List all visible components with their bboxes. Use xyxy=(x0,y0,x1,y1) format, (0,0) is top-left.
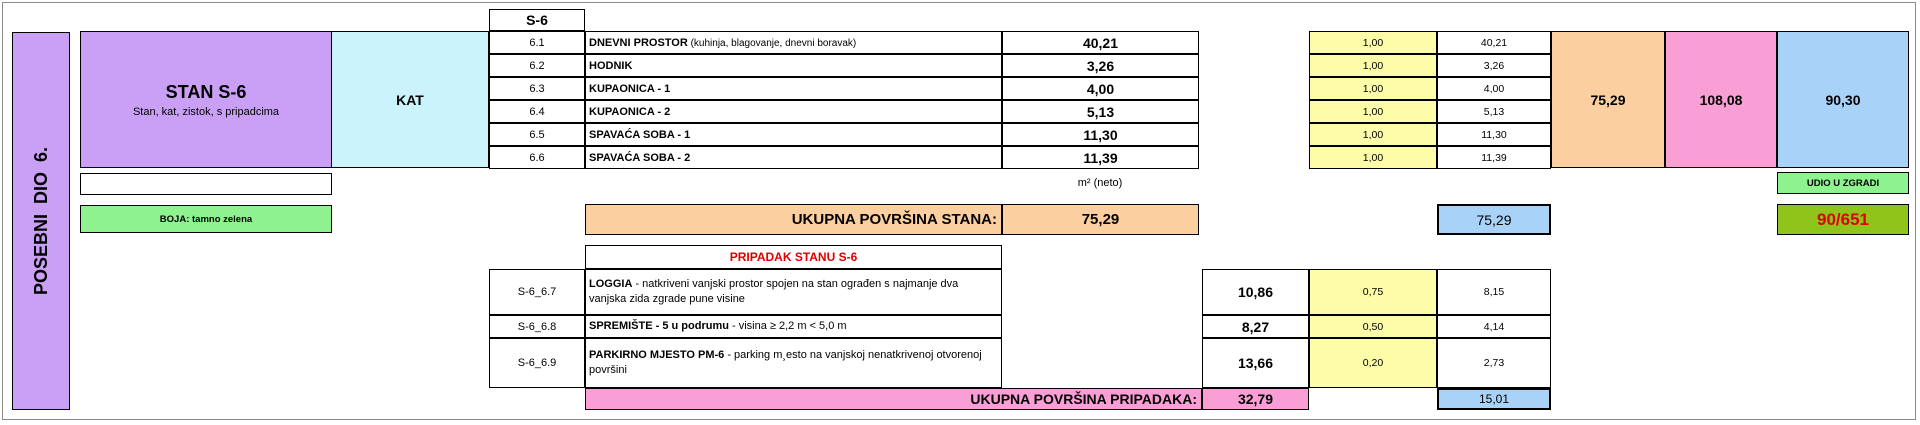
room-number: 6.6 xyxy=(489,146,585,169)
room-description xyxy=(585,146,1002,169)
room-reduced-area: 40,21 xyxy=(1437,31,1551,54)
total-blue: 90,30 xyxy=(1777,31,1909,168)
room-reduced-area: 11,39 xyxy=(1437,146,1551,169)
room-description xyxy=(585,100,1002,123)
total-app-area: 32,79 xyxy=(1202,388,1309,410)
room-reduced-area: 5,13 xyxy=(1437,100,1551,123)
area-unit-label: m² (neto) xyxy=(1077,177,1123,189)
room-coefficient: 1,00 xyxy=(1309,31,1437,54)
room-coefficient: 1,00 xyxy=(1309,146,1437,169)
room-name: SPAVAĆA SOBA - 2 xyxy=(589,151,691,164)
room-name: KUPAONICA - 2 xyxy=(589,105,671,118)
empty-field xyxy=(80,173,332,195)
appurtenance-note: - visina ≥ 2,2 m < 5,0 m xyxy=(728,320,847,332)
room-reduced-area: 4,00 xyxy=(1437,77,1551,100)
total-flat-reduced: 75,29 xyxy=(1437,204,1551,235)
appurtenance-area: 8,27 xyxy=(1202,315,1309,338)
appurtenance-reduced-area: 2,73 xyxy=(1437,338,1551,388)
room-number: 6.4 xyxy=(489,100,585,123)
room-number: 6.3 xyxy=(489,77,585,100)
total-peach: 75,29 xyxy=(1551,31,1665,168)
room-name: HODNIK xyxy=(589,59,633,72)
appurtenance-number: S-6_6.8 xyxy=(489,315,585,338)
appurtenance-name: LOGGIA xyxy=(589,278,633,290)
room-coefficient: 1,00 xyxy=(1309,123,1437,146)
room-area: 5,13 xyxy=(1002,100,1199,123)
color-label: BOJA: tamno zelena xyxy=(80,205,332,233)
appurtenance-coefficient: 0,75 xyxy=(1309,269,1437,315)
room-coefficient: 1,00 xyxy=(1309,77,1437,100)
room-name: SPAVAĆA SOBA - 1 xyxy=(589,128,691,141)
side-label: POSEBNI DIO 6. xyxy=(30,146,51,296)
appurtenance-reduced-area: 8,15 xyxy=(1437,269,1551,315)
appurtenance-coefficient: 0,20 xyxy=(1309,338,1437,388)
unit-title-box xyxy=(80,31,332,168)
room-reduced-area: 3,26 xyxy=(1437,54,1551,77)
room-area: 11,39 xyxy=(1002,146,1199,169)
room-description xyxy=(585,77,1002,100)
room-name: DNEVNI PROSTOR xyxy=(589,36,688,49)
room-description xyxy=(585,31,1002,54)
room-area: 40,21 xyxy=(1002,31,1199,54)
appurtenance-name: PARKIRNO MJESTO PM-6 xyxy=(589,349,725,361)
total-flat-label: UKUPNA POVRŠINA STANA: xyxy=(585,204,1002,235)
appurtenance-note: - parking m¸esto na vanjskoj nenatkrivenoj otvorenoj površini xyxy=(589,349,982,376)
room-area: 11,30 xyxy=(1002,123,1199,146)
room-reduced-area: 11,30 xyxy=(1437,123,1551,146)
room-area: 3,26 xyxy=(1002,54,1199,77)
appurtenance-reduced-area: 4,14 xyxy=(1437,315,1551,338)
appurtenance-note: - natkriveni vanjski prostor spojen na stan ograđen s najmanje dva vanjska zida zgrade pune visine xyxy=(589,278,959,305)
unit-floor: KAT xyxy=(332,31,489,168)
room-description xyxy=(585,123,1002,146)
room-number: 6.1 xyxy=(489,31,585,54)
appurtenance-area: 10,86 xyxy=(1202,269,1309,315)
total-pink: 108,08 xyxy=(1665,31,1777,168)
appurtenance-number: S-6_6.9 xyxy=(489,338,585,388)
room-coefficient: 1,00 xyxy=(1309,100,1437,123)
appurtenance-number: S-6_6.7 xyxy=(489,269,585,315)
total-app-reduced: 15,01 xyxy=(1437,388,1551,410)
room-area: 4,00 xyxy=(1002,77,1199,100)
room-description xyxy=(585,54,1002,77)
room-coefficient: 1,00 xyxy=(1309,54,1437,77)
unit-code: S-6 xyxy=(489,9,585,31)
room-number: 6.2 xyxy=(489,54,585,77)
appurtenance-area: 13,66 xyxy=(1202,338,1309,388)
room-number: 6.5 xyxy=(489,123,585,146)
share-value: 90/651 xyxy=(1777,204,1909,235)
unit-subtitle: Stan, kat, zistok, s pripadcima xyxy=(132,105,280,118)
appurtenance-description xyxy=(585,315,1002,338)
appurtenance-name: SPREMIŠTE - 5 u podrumu xyxy=(589,320,729,332)
share-label: UDIO U ZGRADI xyxy=(1777,172,1909,194)
side-label-box xyxy=(12,32,70,410)
room-note: (kuhinja, blagovanje, dnevni boravak) xyxy=(687,37,857,49)
appurtenances-title: PRIPADAK STANU S-6 xyxy=(585,245,1002,269)
appurtenance-coefficient: 0,50 xyxy=(1309,315,1437,338)
room-name: KUPAONICA - 1 xyxy=(589,82,671,95)
appurtenance-description xyxy=(585,269,1002,315)
total-app-label: UKUPNA POVRŠINA PRIPADAKA: xyxy=(585,388,1202,410)
unit-title: STAN S-6 xyxy=(165,81,247,102)
total-flat-area: 75,29 xyxy=(1002,204,1199,235)
appurtenance-description xyxy=(585,338,1002,388)
